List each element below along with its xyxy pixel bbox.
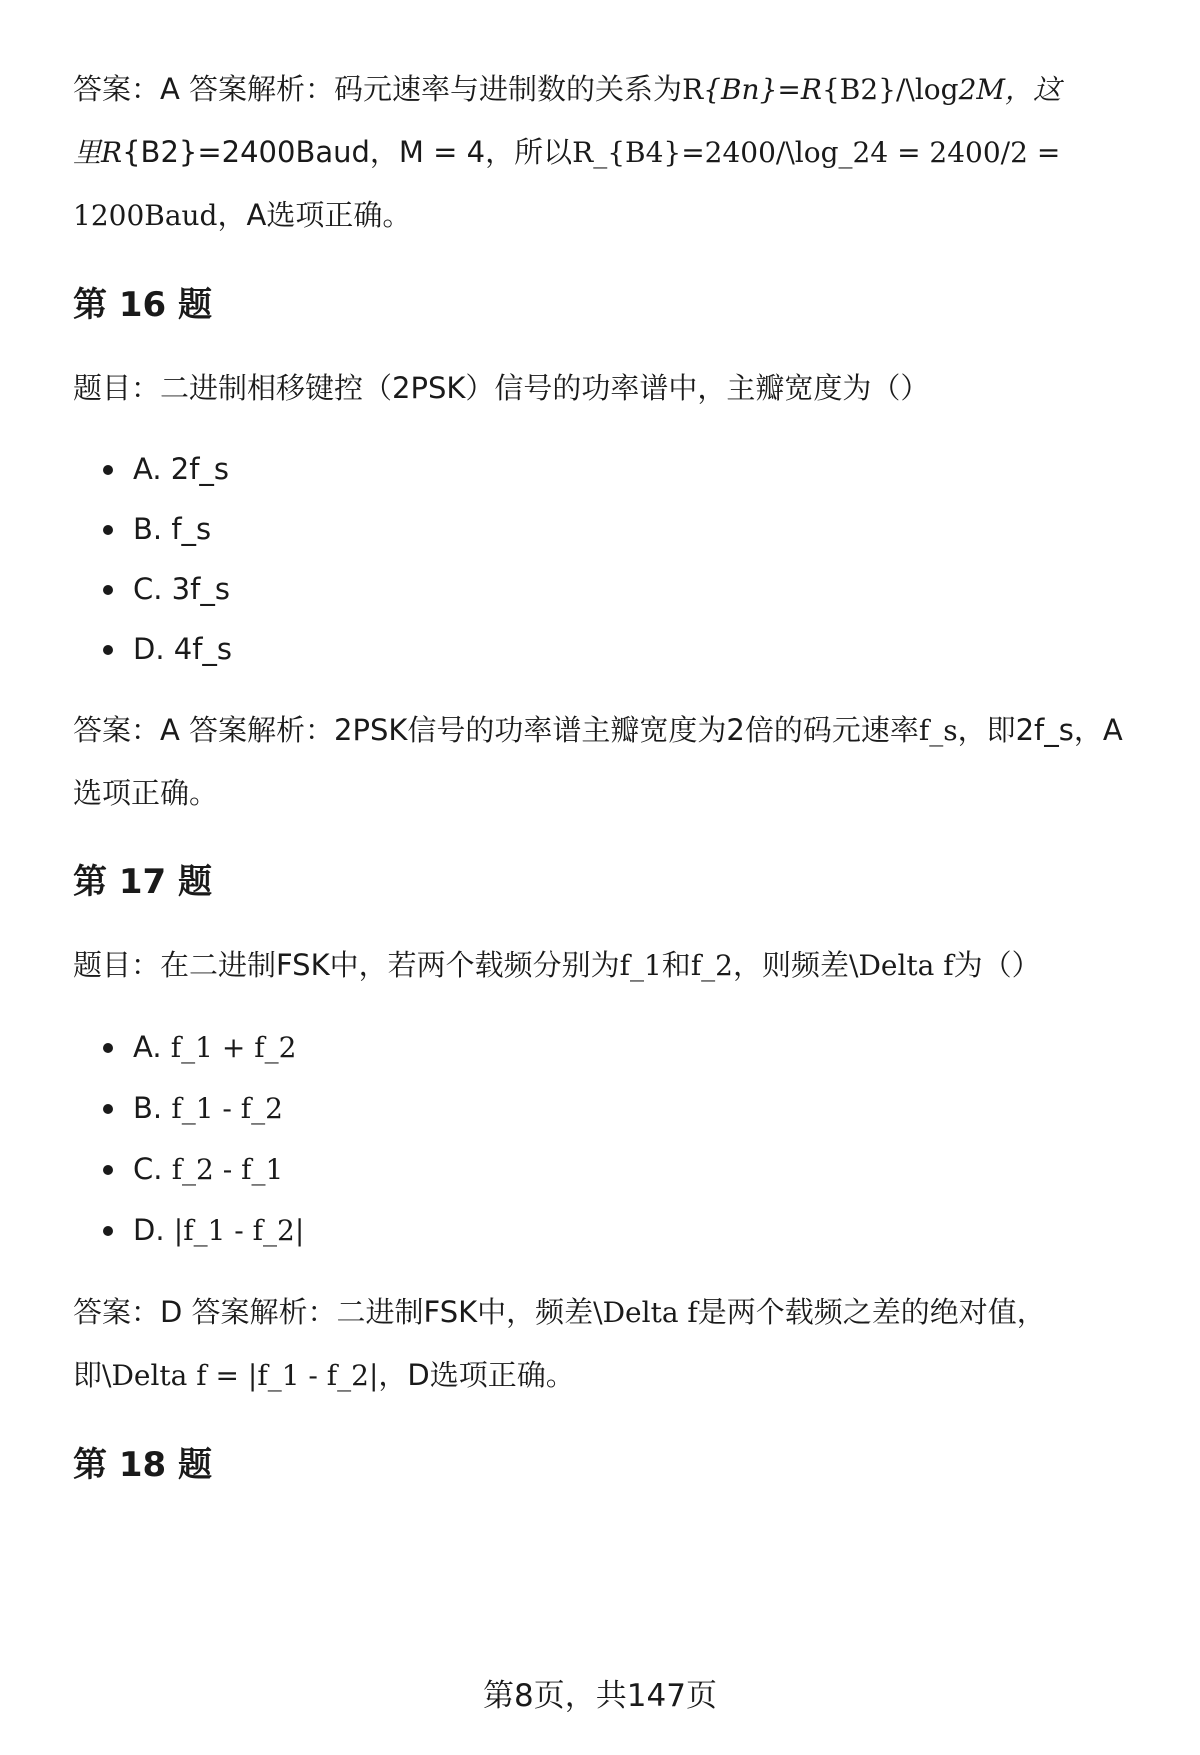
q16-answer-suffix: ，即2f_s，A bbox=[957, 713, 1123, 747]
q17-option-c-label: C. bbox=[133, 1152, 172, 1186]
q17-question bbox=[73, 934, 1143, 997]
q15-math-1: R bbox=[682, 73, 704, 106]
q17-answer-p2: 是两个载频之差的绝对值， bbox=[697, 1295, 1046, 1329]
q17-answer-m1: \Delta f bbox=[593, 1296, 698, 1329]
q16-option-c: C. 3f_s bbox=[103, 559, 1143, 619]
q17-option-b bbox=[103, 1078, 1143, 1139]
q17-option-b-math: f_1 - f_2 bbox=[171, 1092, 283, 1125]
q16-heading: 第 16 题 bbox=[73, 285, 212, 325]
q16-answer-line2: 选项正确。 bbox=[73, 776, 219, 810]
q17-option-a-math: f_1 + f_2 bbox=[170, 1031, 297, 1064]
q17-question-m3: \Delta f bbox=[849, 949, 954, 982]
q15-math-3: {B2}/\log bbox=[821, 73, 959, 106]
q17-answer-l2-p1: 即 bbox=[73, 1358, 103, 1392]
q17-option-c bbox=[103, 1139, 1143, 1200]
q17-answer-l2-p2: ，D选项正确。 bbox=[378, 1358, 575, 1392]
q16-question: 题目：二进制相移键控（2PSK）信号的功率谱中，主瓣宽度为（） bbox=[73, 371, 930, 405]
q17-question-p3: ，则频差 bbox=[733, 948, 850, 982]
q17-answer-l2-m1: \Delta f = |f_1 - f_2| bbox=[102, 1359, 379, 1392]
q15-math-4: 2M，这 bbox=[958, 73, 1062, 106]
q16-option-a: A. 2f_s bbox=[103, 439, 1143, 499]
q17-question-p2: 和 bbox=[661, 948, 691, 982]
q17-heading: 第 17 题 bbox=[73, 862, 212, 902]
q17-option-a-label: A. bbox=[133, 1030, 171, 1064]
q16-options bbox=[73, 439, 1143, 679]
q15-math-2: {Bn}=R bbox=[703, 73, 822, 106]
page-content bbox=[73, 58, 1143, 1487]
q16-option-b: B. f_s bbox=[103, 499, 1143, 559]
q15-answer-prefix: 答案：A 答案解析：码元速率与进制数的关系为 bbox=[73, 72, 683, 106]
q17-answer-p1: 答案：D 答案解析：二进制FSK中，频差 bbox=[73, 1295, 594, 1329]
q16-option-d: D. 4f_s bbox=[103, 619, 1143, 679]
q17-question-m2: f_2 bbox=[690, 949, 733, 982]
q15-math-7: 1200Baud bbox=[73, 199, 218, 232]
q17-question-m1: f_1 bbox=[619, 949, 662, 982]
q17-option-a bbox=[103, 1017, 1143, 1078]
q16-answer-prefix: 答案：A 答案解析：2PSK信号的功率谱主瓣宽度为2倍的码元速率 bbox=[73, 713, 919, 747]
page-footer: 第8页，共147页 bbox=[483, 1678, 717, 1714]
q15-math-5: 里R bbox=[73, 136, 123, 169]
q17-option-d-label: D. bbox=[133, 1213, 174, 1247]
q17-option-d bbox=[103, 1200, 1143, 1261]
q17-question-p1: 题目：在二进制FSK中，若两个载频分别为 bbox=[73, 948, 620, 982]
q17-options bbox=[73, 1017, 1143, 1261]
q17-option-c-math: f_2 - f_1 bbox=[171, 1153, 284, 1186]
q17-option-b-label: B. bbox=[133, 1091, 172, 1125]
q15-text-3: ，A选项正确。 bbox=[217, 198, 412, 232]
q15-math-6: R_{B4}=2400/\log_24 = 2400/2 = bbox=[572, 136, 1061, 169]
q18-heading: 第 18 题 bbox=[73, 1445, 212, 1485]
q16-answer bbox=[73, 699, 1143, 824]
q15-text-2: {B2}=2400Baud，M = 4，所以 bbox=[122, 135, 573, 169]
q15-answer bbox=[73, 58, 1143, 247]
q16-answer-math: f_s bbox=[918, 714, 958, 747]
q17-answer bbox=[73, 1281, 1143, 1407]
q17-option-d-math: |f_1 - f_2| bbox=[173, 1214, 305, 1247]
q17-question-p4: 为（） bbox=[953, 948, 1041, 982]
